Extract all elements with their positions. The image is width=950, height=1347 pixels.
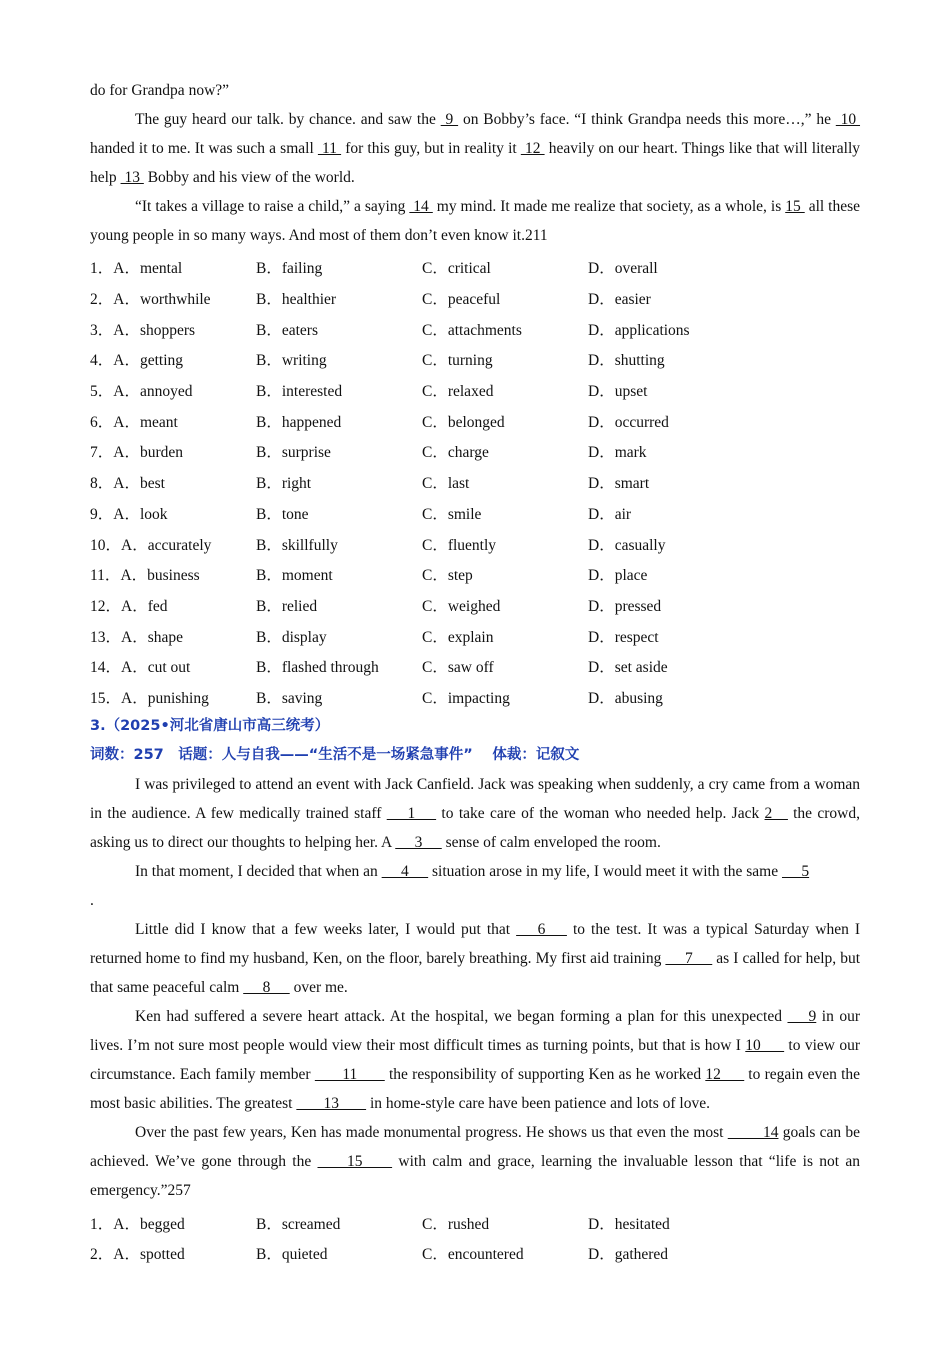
option-row: 2．A．worthwhile B．healthier C．peaceful D．easier	[90, 291, 651, 309]
blank-11: ___11___	[314, 1066, 385, 1084]
blank-13: ___13___	[296, 1095, 367, 1113]
options-list-2	[90, 1207, 860, 1268]
blank-9: 9	[440, 111, 459, 128]
option-row: 5．A．annoyed B．interested C．relaxed D．upset	[90, 383, 648, 401]
blank-14: 14	[409, 198, 433, 215]
blank-6: __6__	[516, 921, 567, 939]
blank-12: 12	[520, 140, 545, 157]
blank-10: 10___	[745, 1037, 785, 1055]
blank-10: 10	[835, 111, 861, 128]
options-list-1	[90, 252, 860, 712]
option-row: 13．A．shape B．display C．explain D．respect	[90, 628, 659, 646]
blank-9: __9	[787, 1008, 817, 1026]
blank-15: ___15___	[317, 1153, 393, 1171]
option-row: 1．A．mental B．failing C．critical D．overall	[90, 260, 658, 278]
passage1-paragraph-1: The guy heard our talk. by chance. and saw the 9 on Bobby’s face. “I think Grandpa needs this more…,” he 10 handed it to me. It was such a small 11 for this guy, but in reality it 12 heavily on our heart. Things like that will literally help 13 Bobby and his view of the world.	[90, 111, 861, 186]
passage2-paragraph-2: In that moment, I decided that when an __4__ situation arose in my life, I would meet it with the same __5 .	[90, 863, 810, 910]
section-3-heading: 3.（2025•河北省唐山市高三统考）	[90, 718, 330, 735]
blank-4: __4__	[381, 863, 429, 881]
option-row: 4．A．getting B．writing C．turning D．shutting	[90, 352, 665, 370]
option-row: 3．A．shoppers B．eaters C．attachments D．applications	[90, 321, 690, 339]
option-row: 6．A．meant B．happened C．belonged D．occurred	[90, 413, 669, 431]
option-row: 8．A．best B．right C．last D．smart	[90, 475, 650, 493]
intro-line: do for Grandpa now?”	[90, 82, 230, 99]
document-content	[90, 76, 860, 1269]
passage2-paragraph-3: Little did I know that a few weeks later, I would put that __6__ to the test. It was a typical Saturday when I returned home to find my husband, Ken, on the floor, barely breathing. My first aid training __7__ as I called for help, but that same peaceful calm __8__ over me.	[90, 921, 861, 997]
section-3-meta: 词数：257 话题：人与自我——“生活不是一场紧急事件” 体裁：记叙文	[90, 747, 580, 764]
option-row: 11．A．business B．moment C．step D．place	[90, 567, 648, 585]
option-row: 9．A．look B．tone C．smile D．air	[90, 505, 632, 523]
passage2-paragraph-1: I was privileged to attend an event with Jack Canfield. Jack was speaking when suddenly, a cry came from a woman in the audience. A few medically trained staff __1__ to take care of the woman who needed help. Jack 2__ the crowd, asking us to direct our thoughts to helping her. A __3__ sense of calm enveloped the room.	[90, 776, 860, 852]
blank-2: 2__	[764, 805, 788, 823]
blank-13: 13	[120, 169, 144, 186]
blank-11: 11	[317, 140, 342, 157]
option-row: 10．A．accurately B．skillfully C．fluently D．casually	[90, 536, 666, 554]
blank-7: __7__	[665, 950, 713, 968]
option-row: 14．A．cut out B．flashed through C．saw off D．set aside	[90, 659, 668, 677]
blank-1: __1__	[386, 805, 437, 823]
blank-5: __5	[781, 863, 810, 881]
passage2-paragraph-4: Ken had suffered a severe heart attack. At the hospital, we began forming a plan for this unexpected __9 in our lives. I’m not sure most people would view their most difficult times as turning points, but that is how I 10___ to view our circumstance. Each family member ___11___ the responsibility of supporting Ken as he worked 12___ to regain even the most basic abilities. The greatest ___13___ in home-style care have been patience and lots of love.	[90, 1008, 861, 1113]
blank-15: 15	[785, 198, 805, 215]
option-row: 12．A．fed B．relied C．weighed D．pressed	[90, 597, 662, 615]
blank-8: __8__	[243, 979, 290, 997]
blank-14: ____14	[727, 1124, 779, 1142]
passage2-paragraph-5: Over the past few years, Ken has made monumental progress. He shows us that even the most ____14 goals can be achieved. We’ve gone through the ___15___ with calm and grace, learning the invaluable lesson that “life is not an emergency.”257	[90, 1124, 861, 1200]
option-row: 2．A．spotted B．quieted C．encountered D．gathered	[90, 1246, 669, 1264]
passage1-paragraph-2: “It takes a village to raise a child,” a saying 14 my mind. It made me realize that society, as a whole, is 15 all these young people in so many ways. And most of them don’t even know it.211	[90, 198, 861, 244]
option-row: 1．A．begged B．screamed C．rushed D．hesitated	[90, 1215, 670, 1233]
option-row: 15．A．punishing B．saving C．impacting D．abusing	[90, 689, 663, 707]
blank-12: 12___	[705, 1066, 745, 1084]
blank-3: __3__	[395, 834, 442, 852]
option-row: 7．A．burden B．surprise C．charge D．mark	[90, 444, 647, 462]
